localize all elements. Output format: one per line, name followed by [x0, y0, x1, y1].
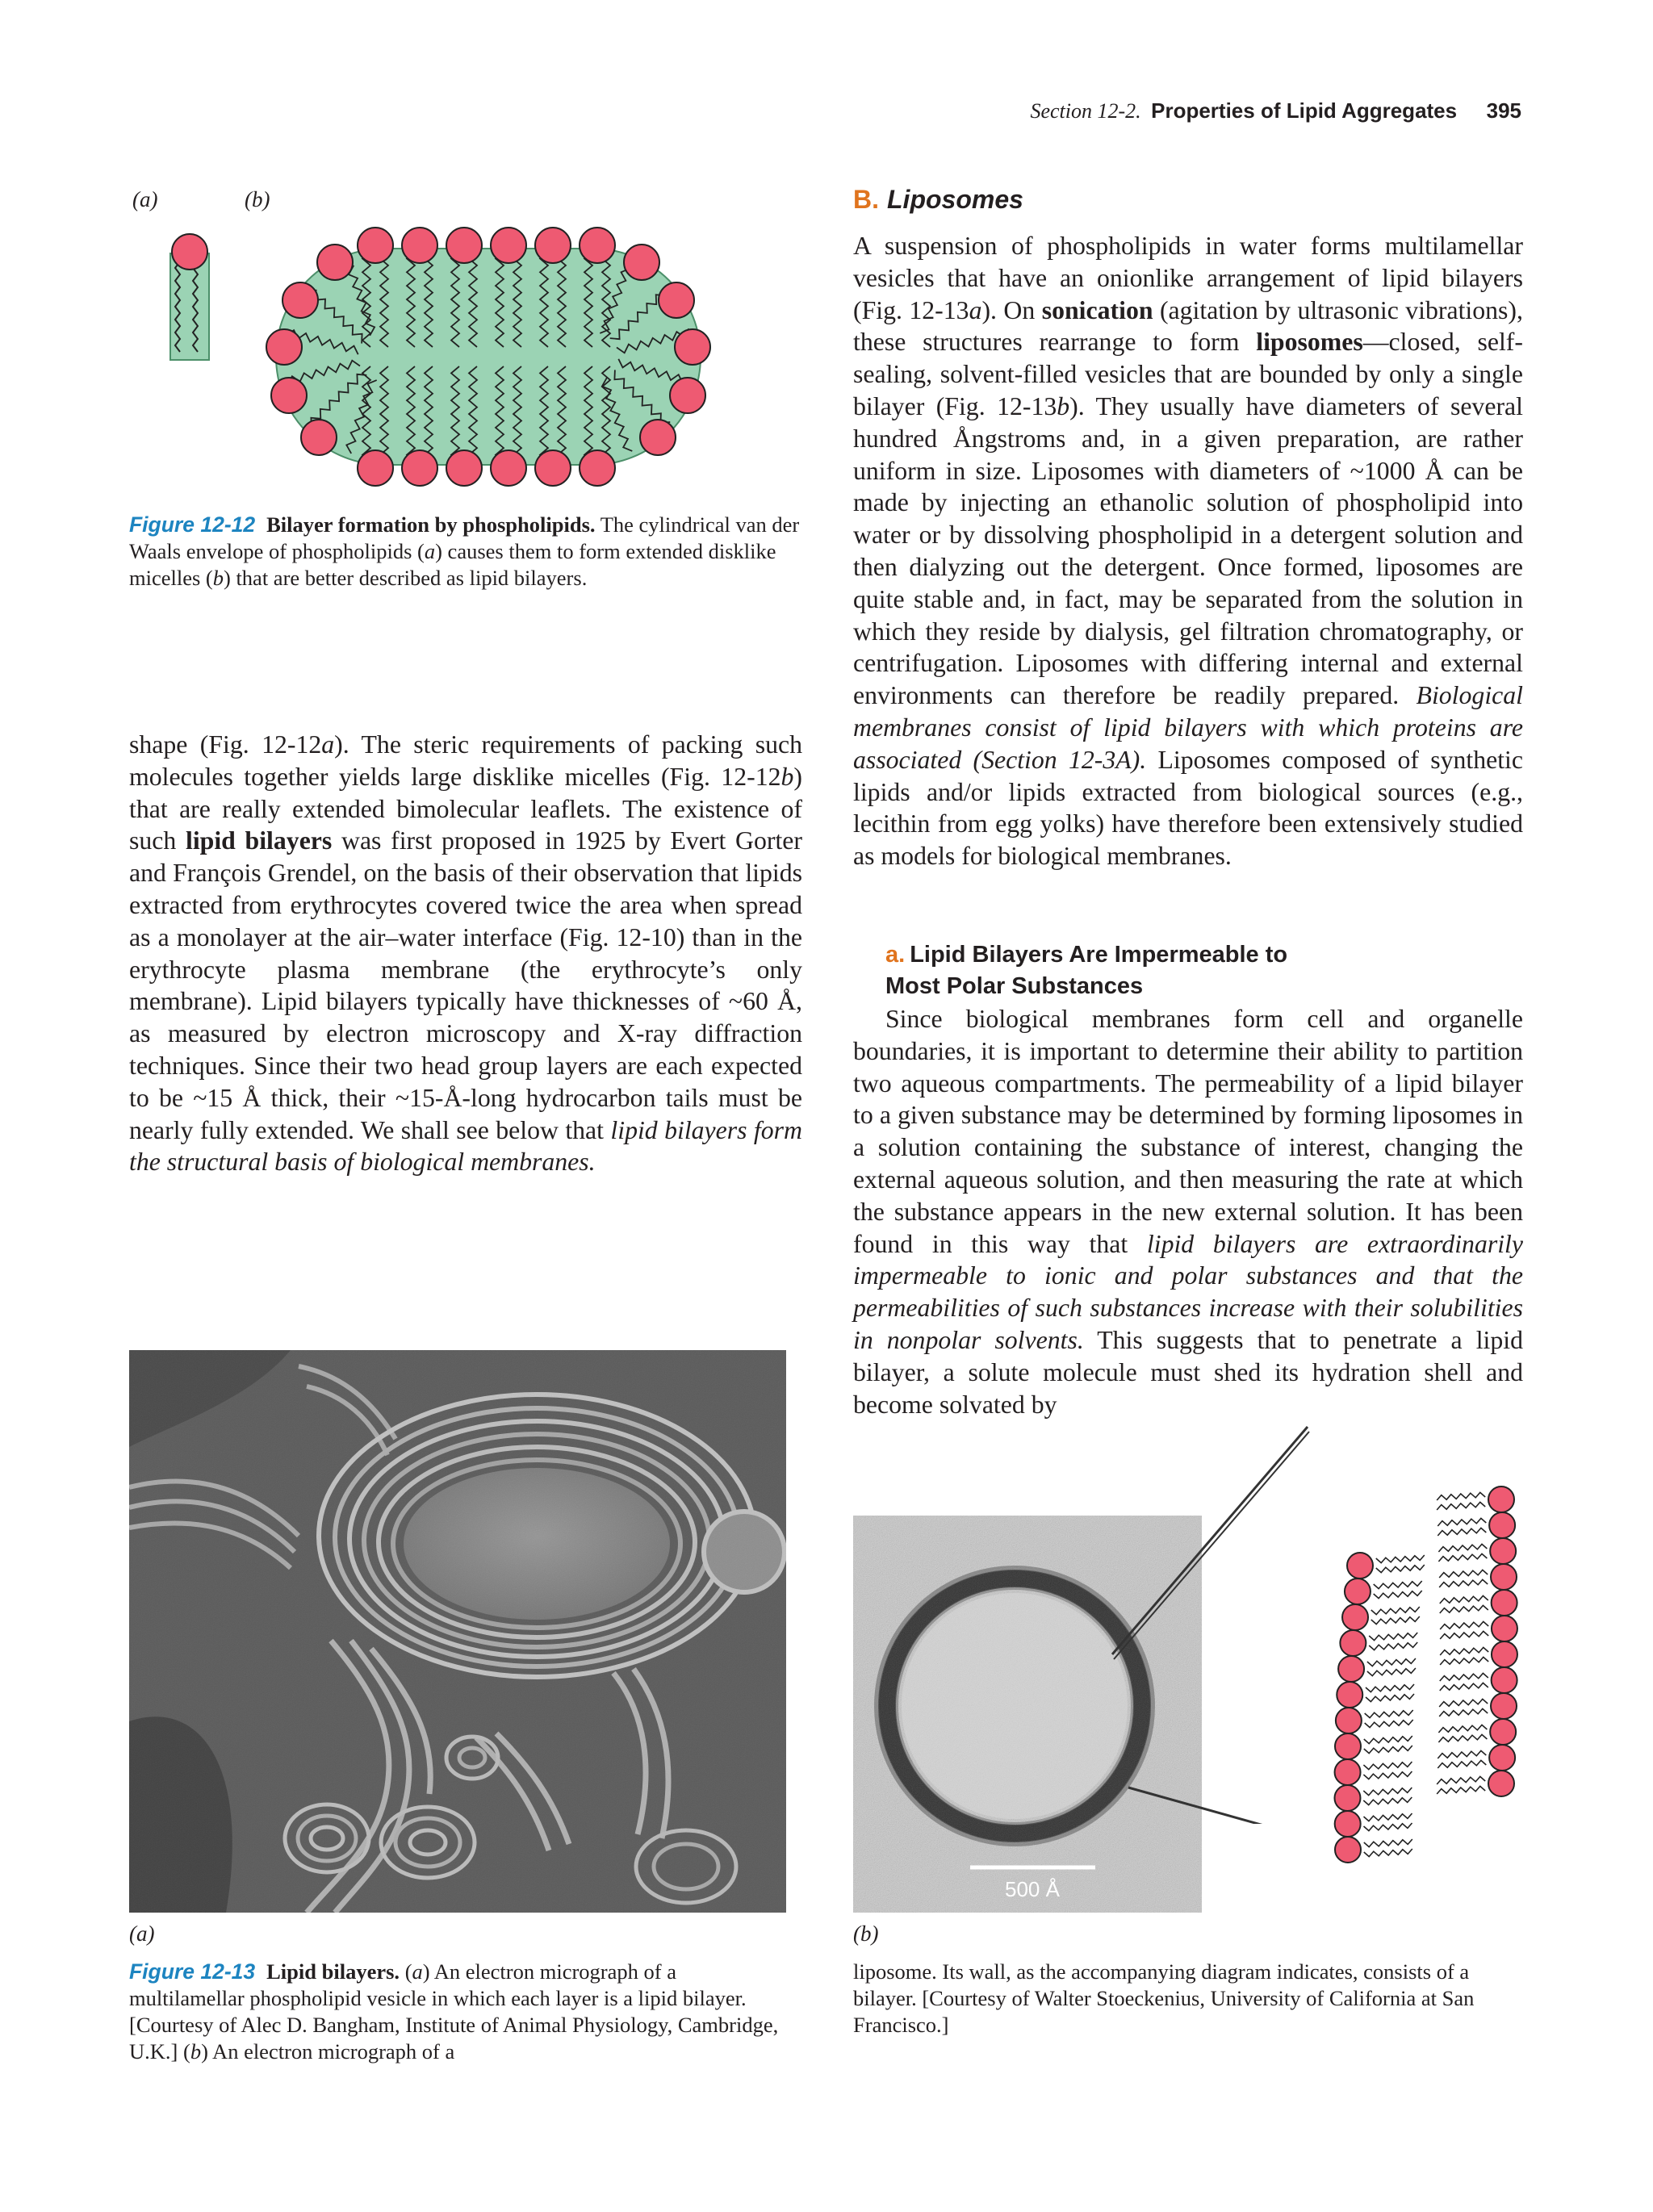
bilayer-head-right [1488, 1487, 1514, 1512]
text-run: shape (Fig. 12-12 [129, 730, 322, 759]
fig13-label-b: (b) [853, 1921, 879, 1946]
fig13-caption-left [129, 1959, 785, 2065]
micelle-head-bottom [491, 450, 526, 486]
bilayer-tail-left [1364, 1746, 1412, 1754]
header-title: Properties of Lipid Aggregates [1151, 98, 1458, 123]
bilayer-tail-right [1440, 1621, 1488, 1629]
header-section: Section 12-2. [1030, 99, 1141, 123]
bilayer-tail-right [1437, 1528, 1486, 1536]
fig12-label-b: (b) [245, 187, 270, 211]
pointer-line-upper [1112, 1427, 1308, 1654]
subsection-a-paragraph [853, 1003, 1523, 1420]
bilayer-tail-right [1440, 1595, 1488, 1604]
bilayer-tail-left [1376, 1565, 1425, 1573]
text-run: This suggests that to penetrate a lipid bilayer, a solute molecule must shed its hydration shell and become solvated by [853, 1325, 1523, 1419]
bilayer-head-right [1489, 1512, 1515, 1538]
bilayer-tail-right [1440, 1657, 1488, 1665]
bilayer-tail-left [1367, 1658, 1416, 1666]
text-run: a [969, 295, 982, 324]
bilayer-head-right [1490, 1538, 1516, 1564]
left-column-paragraph [129, 729, 802, 1178]
micelle-head-bottom [358, 450, 393, 486]
pointer-line-lower [1128, 1788, 1316, 1824]
bilayer-tail-right [1437, 1502, 1485, 1510]
text-run-italic: lipid bilayers are extraordinarily impermeable to ionic and polar substances and that the permeabilities of such substances increase with their solubilities in nonpolar solvents. [853, 1229, 1523, 1354]
text-run: ) An electron micrograph of a [201, 2039, 455, 2064]
bilayer-tail-right [1437, 1492, 1485, 1500]
bilayer-tail-right [1440, 1683, 1488, 1691]
bilayer-tail-left [1366, 1684, 1414, 1692]
text-run-italic: Biological membranes consist of lipid bilayers with which proteins are associated (Section 12-3A). [853, 681, 1523, 774]
micelle-head-top [580, 228, 615, 263]
fig12-label-a: (a) [132, 187, 158, 211]
bilayer-tail-right [1439, 1579, 1488, 1587]
text-run: —closed, self-sealing, solvent-filled vesicles that are bounded by only a single bilayer (Fig. 12-13 [853, 328, 1523, 420]
bilayer-head-left [1338, 1656, 1364, 1682]
fig13-caption-label: Figure 12-13 [129, 1959, 256, 1984]
bilayer-tail-left [1364, 1849, 1412, 1857]
bilayer-head-right [1492, 1667, 1517, 1693]
bilayer-tail-left [1364, 1839, 1412, 1847]
micelle-head-end [640, 420, 676, 455]
micelle-tail-region [276, 249, 701, 465]
fig12b-micelle-diagram [250, 226, 734, 492]
fig12-caption [129, 512, 807, 592]
bilayer-body [1334, 1487, 1517, 1863]
bilayer-tail-right [1437, 1776, 1485, 1784]
subsection-a-title-1: Lipid Bilayers Are Impermeable to [910, 942, 1288, 968]
bilayer-tail-right [1438, 1553, 1487, 1562]
text-run: a [321, 730, 335, 759]
section-b-title: Liposomes [887, 185, 1023, 214]
bilayer-tail-left [1363, 1771, 1412, 1779]
micelle-head-bottom [402, 450, 437, 486]
fig12-caption-text: ) causes them to form extended disklike micelles ( [129, 539, 776, 590]
bilayer-head-left [1335, 1837, 1361, 1863]
bilayer-head-left [1335, 1811, 1361, 1837]
bilayer-tail-right [1440, 1631, 1488, 1639]
bilayer-tail-left [1374, 1581, 1422, 1589]
bilayer-tail-left [1365, 1710, 1413, 1718]
bilayer-tail-left [1363, 1788, 1412, 1796]
bilayer-tail-left [1364, 1823, 1412, 1831]
bilayer-tail-right [1439, 1699, 1488, 1707]
micelle-head-end [659, 282, 694, 318]
term-lipid-bilayers: lipid bilayers [185, 826, 333, 855]
micelle-head-end [271, 378, 307, 413]
bilayer-tail-right [1438, 1544, 1487, 1552]
text-run: ). They usually have diameters of several hundred Ångstroms and, in a given preparation, are rather uniform in size. Liposomes with diameters of ~1000 Å can be made by injecting an ethanolic solution of phospholipid into water or by dissolving phospholipid in a detergent solution and then dialyzing out the detergent. Once formed, liposomes are quite stable and, in fact, may be separated from the solution in which they reside by dialysis, gel filtration chromatography, or centrifugation. Liposomes with differing internal and external environments can therefore be readily prepared. [853, 391, 1523, 710]
fig12-caption-ref-a: a [424, 539, 436, 563]
subsection-a-heading [885, 939, 1287, 1002]
subsection-a-title-2: Most Polar Substances [885, 973, 1144, 999]
bilayer-head-right [1490, 1719, 1516, 1745]
bilayer-tail-left [1369, 1633, 1417, 1641]
text-run: A suspension of phospholipids in water forms multilamellar vesicles that have an onionlike arrangement of lipid bilayers (Fig. 12-13 [853, 232, 1523, 324]
fig12a-phospholipid-diagram [161, 228, 218, 369]
bilayer-head-left [1342, 1604, 1368, 1630]
bilayer-tail-right [1437, 1786, 1485, 1794]
bilayer-tail-left [1365, 1720, 1413, 1728]
fig12b-body [266, 228, 710, 486]
text-run: (agitation by ultrasonic vibrations), these structures rearrange to form [853, 295, 1523, 357]
bilayer-tail-right [1439, 1708, 1488, 1716]
text-run: ) An electron micrograph of a multilamellar phospholipid vesicle in which each layer is a lipid bilayer. [Courtesy of Alec D. Bangham, Institute of Animal Physiology, Cambridge, U.K.] ( [129, 1959, 779, 2064]
subsection-a-letter: a. [885, 942, 906, 968]
fig13b-pointer-lines [1106, 1372, 1348, 1824]
bilayer-tail-left [1374, 1591, 1422, 1599]
bilayer-head-right [1491, 1564, 1517, 1590]
text-run: b [780, 762, 794, 791]
micelle-head-top [446, 228, 482, 263]
bilayer-tail-right [1438, 1725, 1487, 1733]
page-number: 395 [1486, 98, 1521, 123]
fig12a-head-group [172, 234, 207, 270]
bilayer-tail-left [1364, 1813, 1412, 1821]
bilayer-tail-left [1363, 1762, 1412, 1770]
bilayer-tail-right [1440, 1605, 1488, 1613]
fig13-caption-right: liposome. Its wall, as the accompanying diagram indicates, consists of a bilayer. [Courtesy of Walter Stoeckenius, University of California at San Francisco.] [853, 1959, 1475, 2037]
bilayer-head-left [1334, 1785, 1360, 1811]
text-run-italic: lipid bilayers form the structural basis of biological membranes. [129, 1115, 802, 1177]
text-run: ). The steric requirements of packing such molecules together yields large disklike micelles (Fig. 12-12 [129, 730, 802, 791]
micelle-head-bottom [580, 450, 615, 486]
fig12-caption-text: The cylindrical van der Waals envelope of phospholipids ( [129, 512, 800, 563]
section-b-heading [853, 185, 1023, 215]
text-run: a [412, 1959, 423, 1984]
bilayer-head-right [1492, 1590, 1517, 1616]
section-b-letter: B. [853, 185, 879, 214]
bilayer-tail-right [1437, 1760, 1486, 1768]
bilayer-head-left [1336, 1708, 1362, 1733]
micelle-head-end [301, 420, 337, 455]
text-run: b [190, 2039, 202, 2064]
text-run: Since biological membranes form cell and organelle boundaries, it is important to determine their ability to partition two aqueous compartments. The permeability of a lipid bilayer to a given substance may be determined by forming liposomes in a solution containing the substance of interest, changing the external aqueous solution, and then measuring the rate at which the substance appears in the new external solution. It has been found in this way that [853, 1005, 1523, 1258]
fig12-caption-text: ) that are better described as lipid bilayers. [224, 566, 588, 590]
micelle-head-bottom [446, 450, 482, 486]
micelle-head-bottom [535, 450, 571, 486]
fig12-caption-title: Bilayer formation by phospholipids. [266, 512, 596, 537]
bilayer-tail-left [1367, 1668, 1416, 1676]
bilayer-head-right [1491, 1693, 1517, 1719]
text-run: ( [400, 1959, 412, 1984]
text-run: ) that are really extended bimolecular leaflets. The existence of such [129, 762, 802, 855]
bilayer-head-left [1335, 1733, 1361, 1759]
micelle-head-end [317, 245, 353, 280]
bilayer-head-left [1337, 1682, 1362, 1708]
running-header [1030, 98, 1521, 123]
bilayer-tail-right [1440, 1673, 1488, 1681]
micelle-head-top [358, 228, 393, 263]
bilayer-tail-right [1438, 1734, 1487, 1742]
bilayer-tail-right [1440, 1647, 1488, 1655]
bilayer-head-left [1345, 1579, 1371, 1604]
bilayer-head-left [1335, 1759, 1361, 1785]
bilayer-tail-left [1364, 1736, 1412, 1744]
fig13-caption-title: Lipid bilayers. [266, 1959, 400, 1984]
bilayer-tail-left [1369, 1642, 1417, 1650]
bilayer-head-right [1492, 1641, 1517, 1667]
bilayer-tail-left [1371, 1607, 1420, 1615]
micelle-head-top [402, 228, 437, 263]
text-run: was first proposed in 1925 by Evert Gorter and François Grendel, on the basis of their observation that lipids extracted from erythrocytes covered twice the area when spread as a monolayer at the air–water interface (Fig. 12-10) than in the erythrocyte plasma membrane (the erythrocyte’s only membrane). Lipid bilayers typically have thicknesses of ~60 Å, as measured by electron microscopy and X-ray diffraction techniques. Since their two head group layers are each expected to be ~15 Å thick, their ~15-Å-long hydrocarbon tails must be nearly fully extended. We shall see below that [129, 826, 803, 1144]
scale-bar-label: 500 Å [1005, 1877, 1060, 1901]
term-sonication: sonication [1041, 295, 1153, 324]
micelle-head-top [491, 228, 526, 263]
micelle-head-end [266, 329, 302, 365]
micelle-head-end [675, 329, 710, 365]
bilayer-head-right [1492, 1616, 1517, 1641]
micelle-head-end [624, 245, 659, 280]
fig13a-micrograph [129, 1350, 786, 1913]
micelle-head-end [282, 282, 318, 318]
bilayer-tail-left [1363, 1797, 1412, 1805]
bilayer-head-left [1340, 1630, 1366, 1656]
bilayer-tail-left [1376, 1555, 1425, 1563]
term-liposomes: liposomes [1256, 328, 1363, 357]
bilayer-tail-left [1366, 1694, 1414, 1702]
micelle-head-top [535, 228, 571, 263]
fig13b-bilayer-diagram [1316, 1469, 1534, 1872]
fig13-label-a: (a) [129, 1921, 155, 1946]
bilayer-tail-right [1437, 1518, 1486, 1526]
bilayer-tail-right [1439, 1570, 1488, 1578]
fig12-caption-ref-b: b [212, 566, 224, 590]
bilayer-head-left [1347, 1553, 1373, 1579]
text-run: b [1057, 391, 1070, 420]
bilayer-tail-left [1371, 1616, 1420, 1625]
bilayer-head-right [1488, 1771, 1514, 1796]
fig12-caption-label: Figure 12-12 [129, 512, 256, 537]
bilayer-head-right [1489, 1745, 1515, 1771]
bilayer-tail-right [1437, 1750, 1486, 1758]
text-run: ). On [981, 295, 1042, 324]
micelle-head-end [670, 378, 705, 413]
section-b-paragraph [853, 230, 1523, 872]
text-run: Liposomes composed of synthetic lipids and/or lipids extracted from biological sources (e.g., lecithin from egg yolks) have therefore been extensively studied as models for biological membranes. [853, 745, 1523, 871]
